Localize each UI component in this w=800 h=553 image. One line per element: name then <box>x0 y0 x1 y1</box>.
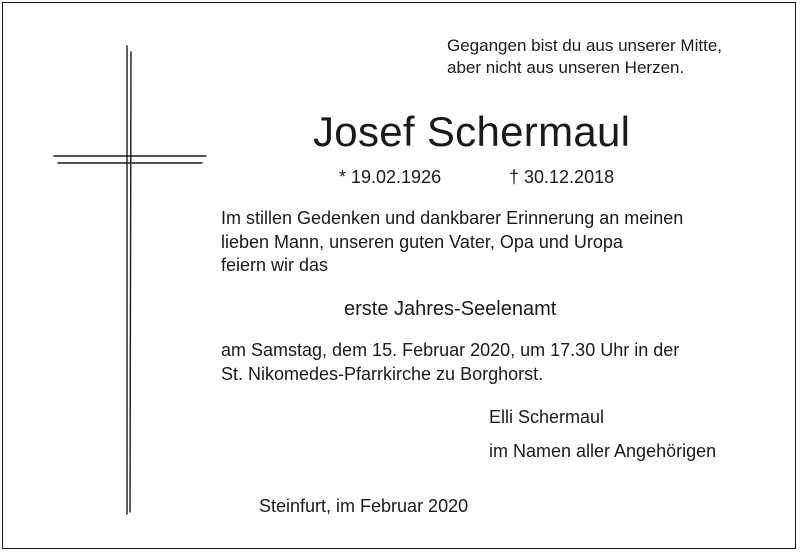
details-line-2: St. Nikomedes-Pfarrkirche zu Borghorst. <box>221 363 544 384</box>
cross-icon <box>50 42 210 520</box>
details-line-1: am Samstag, dem 15. Februar 2020, um 17.30 Uhr in der <box>221 340 680 360</box>
mass-title: erste Jahres-Seelenamt <box>344 298 557 320</box>
deceased-name: Josef Schermaul <box>313 108 631 155</box>
signer-name: Elli Schermaul <box>489 407 605 427</box>
memorial-motto <box>447 35 722 79</box>
intro-text <box>221 207 683 278</box>
intro-line-1: Im stillen Gedenken und dankbarer Erinnerung an meinen <box>221 208 684 228</box>
intro-line-3: feiern wir das <box>221 255 329 275</box>
intro-line-2: lieben Mann, unseren guten Vater, Opa und Uropa <box>221 231 623 252</box>
motto-line-2: aber nicht aus unseren Herzen. <box>447 58 685 77</box>
mass-details <box>221 339 679 386</box>
family-note: im Namen aller Angehörigen <box>489 441 717 461</box>
death-date: † 30.12.2018 <box>509 167 615 187</box>
birth-date: * 19.02.1926 <box>339 167 442 187</box>
place-date: Steinfurt, im Februar 2020 <box>259 496 469 516</box>
motto-line-1: Gegangen bist du aus unserer Mitte, <box>447 36 722 55</box>
